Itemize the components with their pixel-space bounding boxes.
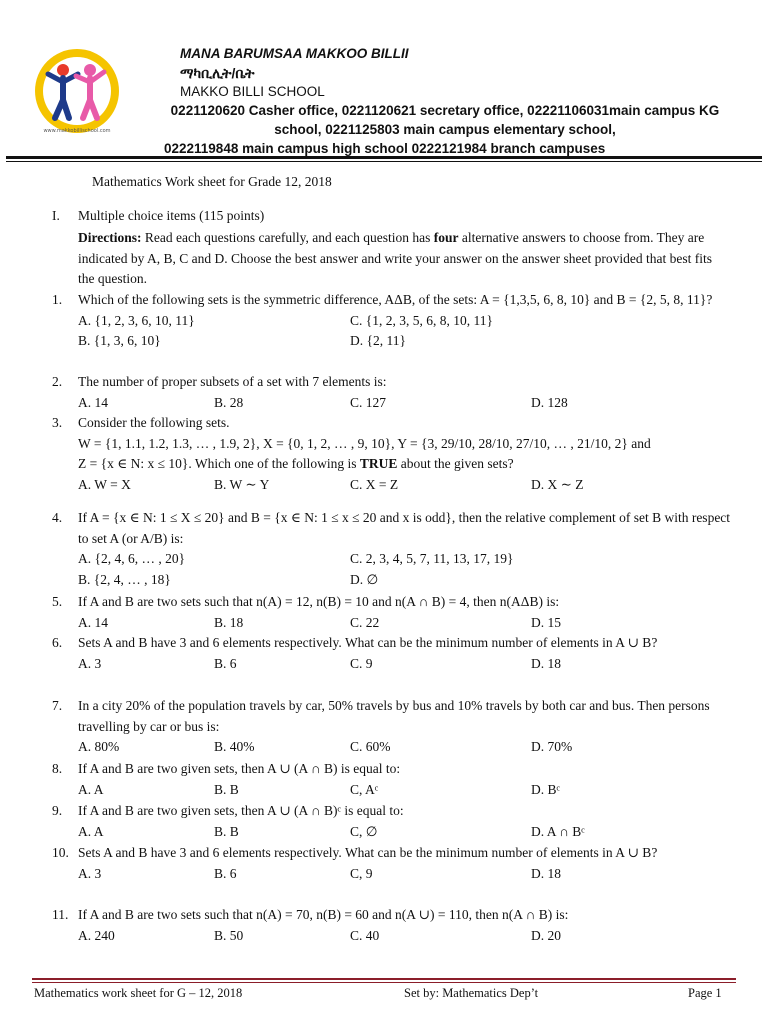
option-c: C. 127 [350,394,387,410]
option-c: C. X = Z [350,476,399,492]
options-row [78,311,732,332]
option-d: D. {2, 11} [350,333,406,348]
option-b: B. B [214,823,239,839]
option-a: A. 3 [78,655,102,671]
contact-numbers [150,101,740,158]
section-number: I. [52,208,60,223]
contacts-line-2: school, 0221125803 main campus elementary school, [274,122,616,137]
question-text: Which of the following sets is the symmetric difference, AΔB, of the sets: A = {1,3,5, 6, 8, 10} and B = {2, 5, 8, 11}? [78,292,713,307]
question-4 [52,508,732,590]
option-d: D. X ∼ Z [531,476,584,492]
option-d: D. 20 [531,927,561,943]
school-name-oromo: MANA BARUMSAA MAKKOO BILLII [180,46,409,61]
option-c: C. 40 [350,927,380,943]
option-a: A. 14 [78,614,108,630]
question-text: Consider the following sets. [78,415,230,430]
header-divider-thin [6,161,762,162]
option-a: A. {1, 2, 3, 6, 10, 11} [78,312,195,328]
option-b: B. 40% [214,739,255,754]
question-number: 7. [52,698,63,713]
option-a: A. 3 [78,865,102,881]
options-row [78,475,732,496]
question-11 [52,905,732,946]
question-text-line-3 [78,454,732,475]
question-number: 3. [52,415,63,430]
option-a: A. W = X [78,476,131,492]
option-c: C, ∅ [350,823,378,839]
options-row [78,613,732,634]
options-row [78,549,732,570]
option-d: D. Bᶜ [531,781,560,797]
question-text: The number of proper subsets of a set with 7 elements is: [78,374,387,389]
question-number: 8. [52,761,63,776]
option-b: B. W ∼ Y [214,476,270,492]
option-c: C, Aᶜ [350,781,379,797]
question-5 [52,592,732,633]
option-a: A. 14 [78,394,108,410]
footer-divider-thin [32,982,736,983]
option-c: C. 2, 3, 4, 5, 7, 11, 13, 17, 19} [350,551,514,566]
option-c: C. 60% [350,739,391,754]
option-b: B. 50 [214,927,244,943]
option-a: A. A [78,781,104,797]
page-number: Page 1 [688,986,722,1000]
question-text: Sets A and B have 3 and 6 elements respectively. What can be the minimum number of elements in A ∪ B? [78,635,658,650]
school-logo [30,44,124,138]
option-b: B. 6 [214,865,237,881]
question-3 [52,413,732,495]
question-number: 2. [52,374,63,389]
option-c: C. 22 [350,614,380,630]
options-row [78,822,732,843]
question-text: In a city 20% of the population travels by car, 50% travels by bus and 10% travels by both car and bus. Then persons travelling by car or bus is: [78,698,710,734]
svg-text:www.makkobillischool.com: www.makkobillischool.com [43,128,111,134]
question-8 [52,759,732,800]
directions-emphasis: four [433,230,459,245]
option-b: B. B [214,781,239,797]
directions-text-2: alternative answers to choose from. They are indicated by A, B, C and D. Choose the best answer and write your answer on the answer sheet provided that best fits the question. [78,230,712,286]
question-text-emphasis: TRUE [359,456,398,471]
question-text: Sets A and B have 3 and 6 elements respectively. What can be the minimum number of elements in A ∪ B? [78,845,658,860]
option-d: D. ∅ [350,571,379,587]
option-d: D. 15 [531,614,561,630]
options-row [78,570,732,591]
school-name-amharic: ማካቢሊት/ቤት [180,65,255,81]
directions-paragraph [78,228,723,290]
question-text: If A and B are two given sets, then A ∪ (A ∩ B)ᶜ is equal to: [78,803,404,818]
question-number: 4. [52,510,63,525]
footer-center: Set by: Mathematics Dep’t [404,986,539,1000]
directions-label: Directions: [78,230,142,245]
options-row [78,926,732,947]
question-6 [52,633,732,674]
option-a: A. 240 [78,927,115,943]
question-1 [52,290,732,352]
directions-text-1: Read each questions carefully, and each question has [141,230,434,245]
option-c: C, 9 [350,865,373,881]
question-text: If A and B are two given sets, then A ∪ (A ∩ B) is equal to: [78,761,401,776]
contacts-line-3: 0222119848 main campus high school 0222121984 branch campuses [164,141,606,156]
footer-left: Mathematics work sheet for G – 12, 2018 [34,986,243,1000]
option-d: D. 18 [531,655,561,671]
option-d: D. 18 [531,865,561,881]
question-2 [52,372,732,413]
question-text: If A and B are two sets such that n(A) = 70, n(B) = 60 and n(A ∪) = 110, then n(A ∩ B) is: [78,907,569,922]
option-c: C. 9 [350,655,373,671]
option-b: B. {1, 3, 6, 10} [78,333,161,348]
question-text-sets: W = {1, 1.1, 1.2, 1.3, … , 1.9, 2}, X = {0, 1, 2, … , 9, 10}, Y = {3, 29/10, 28/10, 27/10, … , 21/10, 2} and [78,435,651,451]
question-10 [52,843,732,884]
option-c: C. {1, 2, 3, 5, 6, 8, 10, 11} [350,312,493,328]
option-b: B. 18 [214,614,244,630]
question-text-part: Z = {x ∈ N: x ≤ 10}. Which one of the following is [78,456,360,471]
options-row [78,331,732,352]
worksheet-title: Mathematics Work sheet for Grade 12, 2018 [92,174,332,189]
options-row [78,737,732,758]
options-row [78,864,732,885]
option-b: B. {2, 4, … , 18} [78,571,171,587]
option-a: A. A [78,823,104,839]
question-text: If A and B are two sets such that n(A) = 12, n(B) = 10 and n(A ∩ B) = 4, then n(AΔB) is: [78,594,560,609]
option-a: A. 80% [78,739,120,754]
header-divider-thick [6,156,762,159]
question-9 [52,801,732,842]
question-number: 1. [52,292,63,307]
contacts-line-1: 0221120620 Casher office, 0221120621 secretary office, 02221106031main campus KG [170,103,720,118]
option-a: A. {2, 4, 6, … , 20} [78,551,186,566]
question-number: 6. [52,635,63,650]
question-text-part: about the given sets? [397,456,514,471]
question-number: 11. [52,907,69,922]
option-b: B. 6 [214,655,237,671]
options-row [78,780,732,801]
option-d: D. 70% [531,739,573,754]
question-text: If A = {x ∈ N: 1 ≤ X ≤ 20} and B = {x ∈ N: 1 ≤ x ≤ 20 and x is odd}, then the relative complement of set B with respect to set A (or A/B) is: [78,510,731,546]
option-b: B. 28 [214,394,244,410]
section-title: Multiple choice items (115 points) [78,208,265,223]
options-row [78,393,732,414]
footer-divider-thick [32,978,736,980]
school-name-english: MAKKO BILLI SCHOOL [180,84,325,99]
question-7 [52,696,732,758]
options-row [78,654,732,675]
question-number: 5. [52,594,63,609]
option-d: D. 128 [531,394,568,410]
question-number: 10. [52,845,69,860]
question-number: 9. [52,803,63,818]
option-d: D. A ∩ Bᶜ [531,823,585,839]
